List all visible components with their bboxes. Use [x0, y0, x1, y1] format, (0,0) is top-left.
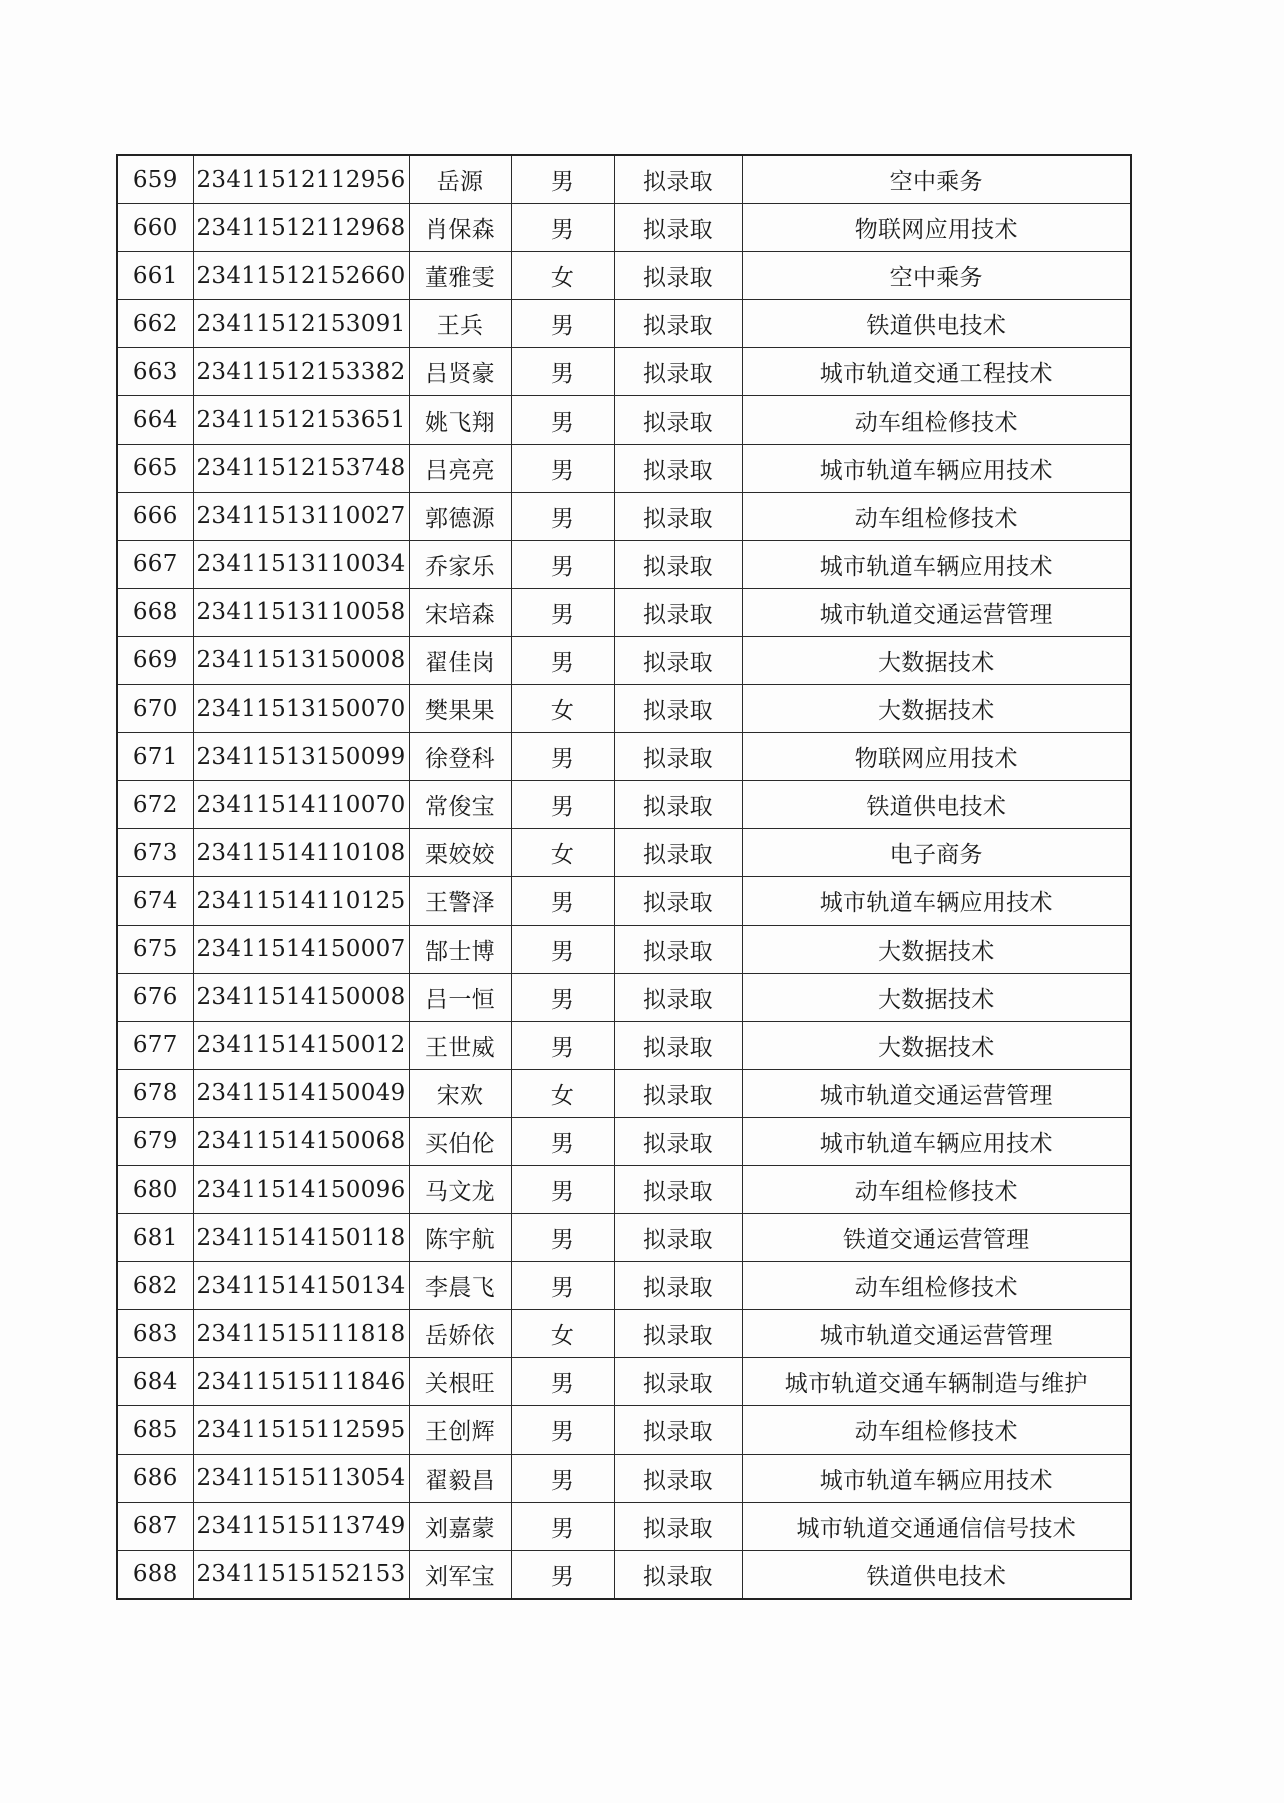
major: 动车组检修技术: [742, 1262, 1131, 1310]
row-number: 677: [117, 1021, 193, 1069]
student-name: 吕亮亮: [409, 444, 511, 492]
candidate-id: 23411512112956: [193, 155, 409, 204]
candidate-id: 23411515111818: [193, 1310, 409, 1358]
candidate-id: 23411514150008: [193, 973, 409, 1021]
student-name: 王兵: [409, 300, 511, 348]
student-name: 王警泽: [409, 877, 511, 925]
gender: 男: [511, 1214, 614, 1262]
candidate-id: 23411514110070: [193, 781, 409, 829]
candidate-id: 23411515113749: [193, 1502, 409, 1550]
major: 物联网应用技术: [742, 204, 1131, 252]
gender: 女: [511, 1069, 614, 1117]
row-number: 685: [117, 1406, 193, 1454]
major: 城市轨道交通运营管理: [742, 1310, 1131, 1358]
table-row: [117, 348, 1131, 396]
row-number: 674: [117, 877, 193, 925]
student-name: 吕贤豪: [409, 348, 511, 396]
gender: 男: [511, 1021, 614, 1069]
student-name: 乔家乐: [409, 540, 511, 588]
table-row: [117, 300, 1131, 348]
major: 城市轨道车辆应用技术: [742, 877, 1131, 925]
major: 城市轨道车辆应用技术: [742, 1117, 1131, 1165]
student-name: 关根旺: [409, 1358, 511, 1406]
admission-status: 拟录取: [614, 155, 742, 204]
candidate-id: 23411515112595: [193, 1406, 409, 1454]
major: 物联网应用技术: [742, 733, 1131, 781]
student-name: 岳娇依: [409, 1310, 511, 1358]
gender: 男: [511, 1550, 614, 1599]
table-row: [117, 444, 1131, 492]
gender: 女: [511, 829, 614, 877]
major: 动车组检修技术: [742, 396, 1131, 444]
table-row: [117, 1165, 1131, 1213]
row-number: 673: [117, 829, 193, 877]
row-number: 683: [117, 1310, 193, 1358]
table-row: [117, 1454, 1131, 1502]
candidate-id: 23411512112968: [193, 204, 409, 252]
gender: 女: [511, 252, 614, 300]
admission-status: 拟录取: [614, 877, 742, 925]
admission-status: 拟录取: [614, 300, 742, 348]
admission-status: 拟录取: [614, 829, 742, 877]
major: 城市轨道交通运营管理: [742, 588, 1131, 636]
candidate-id: 23411512153748: [193, 444, 409, 492]
admission-roster-table: [116, 154, 1132, 1600]
major: 动车组检修技术: [742, 1406, 1131, 1454]
candidate-id: 23411515111846: [193, 1358, 409, 1406]
table-row: [117, 1310, 1131, 1358]
admission-status: 拟录取: [614, 252, 742, 300]
candidate-id: 23411514150012: [193, 1021, 409, 1069]
admission-status: 拟录取: [614, 492, 742, 540]
row-number: 676: [117, 973, 193, 1021]
gender: 男: [511, 1454, 614, 1502]
admission-status: 拟录取: [614, 973, 742, 1021]
table-row: [117, 588, 1131, 636]
major: 动车组检修技术: [742, 1165, 1131, 1213]
admission-status: 拟录取: [614, 1406, 742, 1454]
row-number: 670: [117, 685, 193, 733]
student-name: 吕一恒: [409, 973, 511, 1021]
gender: 男: [511, 1262, 614, 1310]
candidate-id: 23411512153091: [193, 300, 409, 348]
admission-status: 拟录取: [614, 444, 742, 492]
row-number: 686: [117, 1454, 193, 1502]
row-number: 662: [117, 300, 193, 348]
major: 城市轨道车辆应用技术: [742, 444, 1131, 492]
major: 铁道供电技术: [742, 781, 1131, 829]
table-row: [117, 1117, 1131, 1165]
candidate-id: 23411515152153: [193, 1550, 409, 1599]
table-row: [117, 396, 1131, 444]
major: 大数据技术: [742, 973, 1131, 1021]
candidate-id: 23411514110125: [193, 877, 409, 925]
admission-status: 拟录取: [614, 1502, 742, 1550]
candidate-id: 23411513110034: [193, 540, 409, 588]
table-row: [117, 1021, 1131, 1069]
candidate-id: 23411512152660: [193, 252, 409, 300]
admission-status: 拟录取: [614, 1454, 742, 1502]
table-row: [117, 1069, 1131, 1117]
row-number: 680: [117, 1165, 193, 1213]
major: 大数据技术: [742, 1021, 1131, 1069]
student-name: 刘嘉蒙: [409, 1502, 511, 1550]
table-row: [117, 877, 1131, 925]
student-name: 樊果果: [409, 685, 511, 733]
row-number: 668: [117, 588, 193, 636]
row-number: 671: [117, 733, 193, 781]
gender: 男: [511, 1502, 614, 1550]
admission-status: 拟录取: [614, 733, 742, 781]
major: 城市轨道交通运营管理: [742, 1069, 1131, 1117]
major: 大数据技术: [742, 925, 1131, 973]
admission-status: 拟录取: [614, 685, 742, 733]
table-row: [117, 1262, 1131, 1310]
row-number: 659: [117, 155, 193, 204]
gender: 男: [511, 877, 614, 925]
row-number: 661: [117, 252, 193, 300]
student-name: 常俊宝: [409, 781, 511, 829]
major: 铁道交通运营管理: [742, 1214, 1131, 1262]
candidate-id: 23411514150068: [193, 1117, 409, 1165]
admission-status: 拟录取: [614, 396, 742, 444]
candidate-id: 23411513110027: [193, 492, 409, 540]
row-number: 687: [117, 1502, 193, 1550]
row-number: 667: [117, 540, 193, 588]
student-name: 郭德源: [409, 492, 511, 540]
student-name: 刘军宝: [409, 1550, 511, 1599]
row-number: 669: [117, 636, 193, 684]
table-row: [117, 155, 1131, 204]
table-row: [117, 781, 1131, 829]
row-number: 666: [117, 492, 193, 540]
candidate-id: 23411513150070: [193, 685, 409, 733]
row-number: 678: [117, 1069, 193, 1117]
student-name: 宋欢: [409, 1069, 511, 1117]
major: 动车组检修技术: [742, 492, 1131, 540]
gender: 男: [511, 733, 614, 781]
student-name: 郜士博: [409, 925, 511, 973]
row-number: 660: [117, 204, 193, 252]
gender: 男: [511, 540, 614, 588]
admission-status: 拟录取: [614, 1262, 742, 1310]
gender: 男: [511, 492, 614, 540]
admission-status: 拟录取: [614, 348, 742, 396]
major: 铁道供电技术: [742, 1550, 1131, 1599]
gender: 男: [511, 396, 614, 444]
student-name: 姚飞翔: [409, 396, 511, 444]
table-row: [117, 636, 1131, 684]
row-number: 688: [117, 1550, 193, 1599]
gender: 女: [511, 685, 614, 733]
student-name: 翟佳岗: [409, 636, 511, 684]
candidate-id: 23411513150099: [193, 733, 409, 781]
gender: 男: [511, 1358, 614, 1406]
student-name: 宋培森: [409, 588, 511, 636]
candidate-id: 23411514150096: [193, 1165, 409, 1213]
gender: 男: [511, 1165, 614, 1213]
table-row: [117, 492, 1131, 540]
major: 铁道供电技术: [742, 300, 1131, 348]
student-name: 栗姣姣: [409, 829, 511, 877]
table-row: [117, 973, 1131, 1021]
admission-status: 拟录取: [614, 204, 742, 252]
major: 电子商务: [742, 829, 1131, 877]
row-number: 663: [117, 348, 193, 396]
student-name: 买伯伦: [409, 1117, 511, 1165]
table-row: [117, 1406, 1131, 1454]
student-name: 马文龙: [409, 1165, 511, 1213]
gender: 男: [511, 444, 614, 492]
admission-status: 拟录取: [614, 1117, 742, 1165]
major: 空中乘务: [742, 155, 1131, 204]
row-number: 672: [117, 781, 193, 829]
admission-status: 拟录取: [614, 925, 742, 973]
table-row: [117, 1550, 1131, 1599]
student-name: 翟毅昌: [409, 1454, 511, 1502]
major: 城市轨道交通工程技术: [742, 348, 1131, 396]
admission-status: 拟录取: [614, 1069, 742, 1117]
candidate-id: 23411512153651: [193, 396, 409, 444]
gender: 男: [511, 300, 614, 348]
major: 空中乘务: [742, 252, 1131, 300]
student-name: 王世威: [409, 1021, 511, 1069]
admission-status: 拟录取: [614, 636, 742, 684]
table-row: [117, 1502, 1131, 1550]
admission-status: 拟录取: [614, 1165, 742, 1213]
table-row: [117, 1358, 1131, 1406]
row-number: 664: [117, 396, 193, 444]
admission-status: 拟录取: [614, 588, 742, 636]
candidate-id: 23411514150007: [193, 925, 409, 973]
major: 大数据技术: [742, 685, 1131, 733]
row-number: 675: [117, 925, 193, 973]
candidate-id: 23411514150118: [193, 1214, 409, 1262]
candidate-id: 23411514150049: [193, 1069, 409, 1117]
gender: 男: [511, 204, 614, 252]
row-number: 684: [117, 1358, 193, 1406]
table-row: [117, 252, 1131, 300]
admission-status: 拟录取: [614, 1021, 742, 1069]
admission-status: 拟录取: [614, 1550, 742, 1599]
table-row: [117, 204, 1131, 252]
gender: 男: [511, 973, 614, 1021]
row-number: 681: [117, 1214, 193, 1262]
admission-status: 拟录取: [614, 1214, 742, 1262]
gender: 女: [511, 1310, 614, 1358]
table-row: [117, 1214, 1131, 1262]
student-name: 肖保森: [409, 204, 511, 252]
gender: 男: [511, 636, 614, 684]
candidate-id: 23411513150008: [193, 636, 409, 684]
student-name: 李晨飞: [409, 1262, 511, 1310]
gender: 男: [511, 781, 614, 829]
row-number: 665: [117, 444, 193, 492]
candidate-id: 23411514110108: [193, 829, 409, 877]
admission-status: 拟录取: [614, 1358, 742, 1406]
major: 城市轨道车辆应用技术: [742, 540, 1131, 588]
admission-status: 拟录取: [614, 1310, 742, 1358]
gender: 男: [511, 348, 614, 396]
table-row: [117, 685, 1131, 733]
admission-status: 拟录取: [614, 540, 742, 588]
candidate-id: 23411515113054: [193, 1454, 409, 1502]
admission-status: 拟录取: [614, 781, 742, 829]
student-name: 陈宇航: [409, 1214, 511, 1262]
row-number: 682: [117, 1262, 193, 1310]
student-name: 岳源: [409, 155, 511, 204]
candidate-id: 23411514150134: [193, 1262, 409, 1310]
gender: 男: [511, 1117, 614, 1165]
table-row: [117, 829, 1131, 877]
major: 城市轨道交通车辆制造与维护: [742, 1358, 1131, 1406]
table-row: [117, 540, 1131, 588]
candidate-id: 23411512153382: [193, 348, 409, 396]
table-row: [117, 733, 1131, 781]
gender: 男: [511, 588, 614, 636]
major: 大数据技术: [742, 636, 1131, 684]
candidate-id: 23411513110058: [193, 588, 409, 636]
roster-body: [117, 155, 1131, 1599]
student-name: 徐登科: [409, 733, 511, 781]
row-number: 679: [117, 1117, 193, 1165]
gender: 男: [511, 1406, 614, 1454]
table-row: [117, 925, 1131, 973]
major: 城市轨道车辆应用技术: [742, 1454, 1131, 1502]
gender: 男: [511, 925, 614, 973]
student-name: 王创辉: [409, 1406, 511, 1454]
major: 城市轨道交通通信信号技术: [742, 1502, 1131, 1550]
student-name: 董雅雯: [409, 252, 511, 300]
gender: 男: [511, 155, 614, 204]
